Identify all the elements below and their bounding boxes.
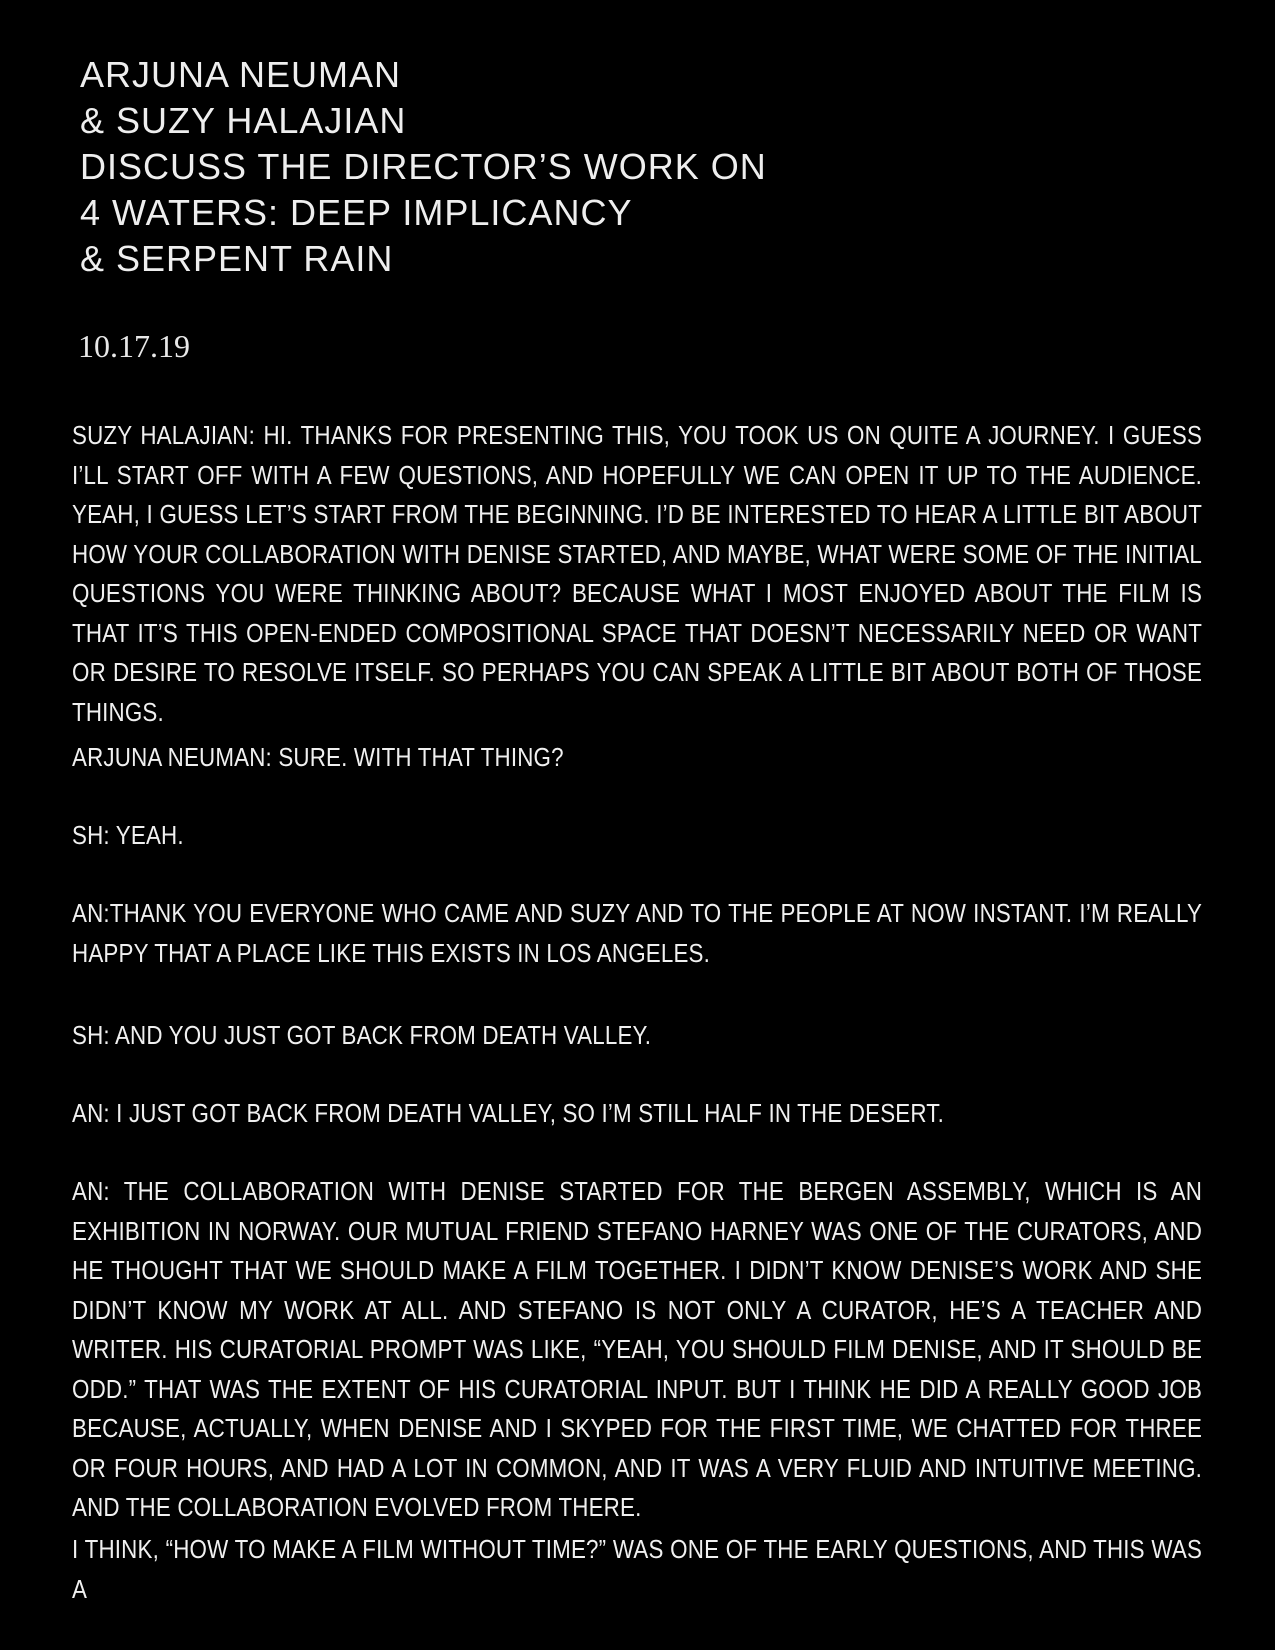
title-line: DISCUSS THE DIRECTOR’S WORK ON: [80, 146, 767, 187]
transcript-paragraph: AN: I JUST GOT BACK FROM DEATH VALLEY, SO I’M STILL HALF IN THE DESERT.: [72, 1098, 945, 1128]
transcript-paragraph: I THINK, “HOW TO MAKE A FILM WITHOUT TIME?” WAS ONE OF THE EARLY QUESTIONS, AND THIS WAS A: [72, 1534, 1203, 1604]
transcript-paragraph: SH: YEAH.: [72, 820, 184, 850]
title-line: 4 WATERS: DEEP IMPLICANCY: [80, 192, 633, 233]
transcript-paragraph: AN:THANK YOU EVERYONE WHO CAME AND SUZY AND TO THE PEOPLE AT NOW INSTANT. I’M REALLY HAPPY THAT A PLACE LIKE THIS EXISTS IN LOS ANGELES.: [72, 898, 1203, 968]
title-line: & SUZY HALAJIAN: [80, 100, 407, 141]
transcript-paragraph: ARJUNA NEUMAN: SURE. WITH THAT THING?: [72, 742, 564, 772]
transcript-paragraph: SUZY HALAJIAN: HI. THANKS FOR PRESENTING THIS, YOU TOOK US ON QUITE A JOURNEY. I GUESS I’LL START OFF WITH A FEW QUESTIONS, AND HOPEFULLY WE CAN OPEN IT UP TO THE AUDIENCE. YEAH, I GUESS LET’S START FROM THE BEGINNING. I’D BE INTERESTED TO HEAR A LITTLE BIT ABOUT HOW YOUR COLLABORATION WITH DENISE STARTED, AND MAYBE, WHAT WERE SOME OF THE INITIAL QUESTIONS YOU WERE THINKING ABOUT? BECAUSE WHAT I MOST ENJOYED ABOUT THE FILM IS THAT IT’S THIS OPEN-ENDED COMPOSITIONAL SPACE THAT DOESN’T NECESSARILY NEED OR WANT OR DESIRE TO RESOLVE ITSELF. SO PERHAPS YOU CAN SPEAK A LITTLE BIT ABOUT BOTH OF THOSE THINGS.: [72, 420, 1203, 727]
title-line: ARJUNA NEUMAN: [80, 54, 402, 95]
transcript-paragraph: AN: THE COLLABORATION WITH DENISE STARTED FOR THE BERGEN ASSEMBLY, WHICH IS AN EXHIBITION IN NORWAY. OUR MUTUAL FRIEND STEFANO HARNEY WAS ONE OF THE CURATORS, AND HE THOUGHT THAT WE SHOULD MAKE A FILM TOGETHER. I DIDN’T KNOW DENISE’S WORK AND SHE DIDN’T KNOW MY WORK AT ALL. AND STEFANO IS NOT ONLY A CURATOR, HE’S A TEACHER AND WRITER. HIS CURATORIAL PROMPT WAS LIKE, “YEAH, YOU SHOULD FILM DENISE, AND IT SHOULD BE ODD.” THAT WAS THE EXTENT OF HIS CURATORIAL INPUT. BUT I THINK HE DID A REALLY GOOD JOB BECAUSE, ACTUALLY, WHEN DENISE AND I SKYPED FOR THE FIRST TIME, WE CHATTED FOR THREE OR FOUR HOURS, AND HAD A LOT IN COMMON, AND IT WAS A VERY FLUID AND INTUITIVE MEETING. AND THE COLLABORATION EVOLVED FROM THERE.: [72, 1176, 1203, 1522]
document-date: 10.17.19: [78, 328, 190, 364]
title-line: & SERPENT RAIN: [80, 238, 394, 279]
transcript-paragraph: SH: AND YOU JUST GOT BACK FROM DEATH VALLEY.: [72, 1020, 652, 1050]
document-title: [80, 52, 767, 282]
